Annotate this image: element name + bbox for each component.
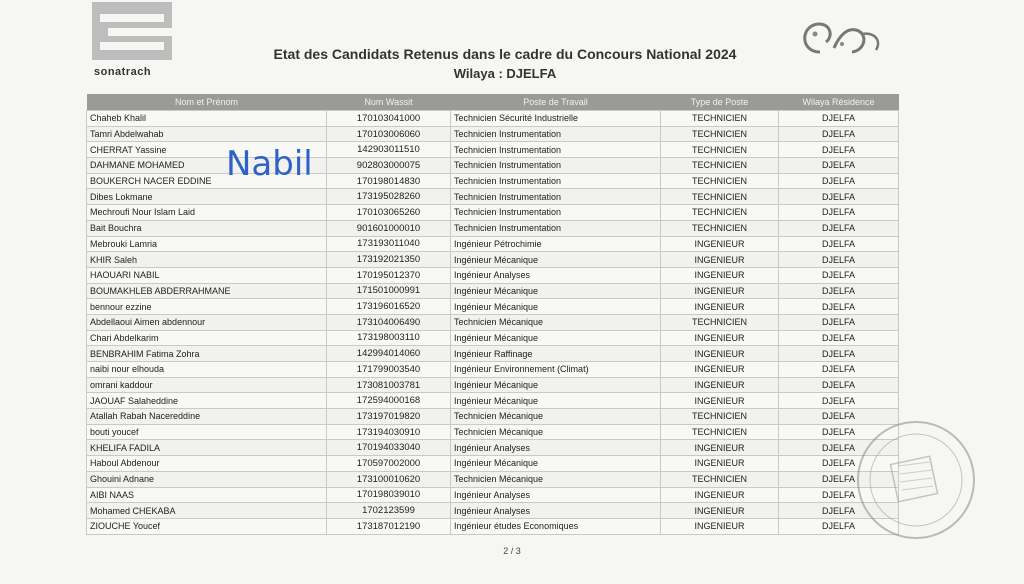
cell-wilaya: DJELFA (779, 362, 899, 378)
cell-type: INGENIEUR (661, 283, 779, 299)
sonatrach-logo-text: sonatrach (94, 66, 152, 78)
cell-name: Mechroufi Nour Islam Laid (87, 205, 327, 221)
cell-wassit: 171501000991 (327, 283, 451, 299)
cell-post: Ingénieur Environnement (Climat) (451, 362, 661, 378)
cell-wassit: 173198003110 (327, 330, 451, 346)
table-row (87, 283, 899, 299)
table-row (87, 314, 899, 330)
cell-name: Atallah Rabah Nacereddine (87, 409, 327, 425)
cell-wilaya: DJELFA (779, 299, 899, 315)
column-header-wassit: Num Wassit (327, 94, 451, 111)
cell-wilaya: DJELFA (779, 393, 899, 409)
cell-wilaya: DJELFA (779, 440, 899, 456)
cell-name: Abdellaoui Aimen abdennour (87, 314, 327, 330)
table-row (87, 424, 899, 440)
cell-type: TECHNICIEN (661, 220, 779, 236)
cell-name: bouti youcef (87, 424, 327, 440)
cell-wilaya: DJELFA (779, 471, 899, 487)
cell-post: Ingénieur Analyses (451, 487, 661, 503)
page-number: 2 / 3 (503, 546, 521, 556)
cell-post: Technicien Instrumentation (451, 189, 661, 205)
cell-wassit: 170198039010 (327, 487, 451, 503)
cell-wassit: 173194030910 (327, 424, 451, 440)
cell-wassit: 170103041000 (327, 111, 451, 127)
cell-post: Ingénieur Mécanique (451, 299, 661, 315)
cell-wilaya: DJELFA (779, 142, 899, 158)
cell-type: INGENIEUR (661, 440, 779, 456)
table-row (87, 518, 899, 534)
table-row (87, 189, 899, 205)
cell-name: HAOUARI NABIL (87, 267, 327, 283)
cell-post: Technicien Mécanique (451, 409, 661, 425)
cell-name: Chaheb Khalil (87, 111, 327, 127)
cell-name: BENBRAHIM Fatima Zohra (87, 346, 327, 362)
cell-wassit: 170597002000 (327, 456, 451, 472)
cell-post: Ingénieur Mécanique (451, 377, 661, 393)
table-row (87, 111, 899, 127)
cell-post: Technicien Instrumentation (451, 126, 661, 142)
cell-name: Tamri Abdelwahab (87, 126, 327, 142)
table-row (87, 126, 899, 142)
cell-type: TECHNICIEN (661, 142, 779, 158)
cell-wilaya: DJELFA (779, 409, 899, 425)
cell-name: Chari Abdelkarim (87, 330, 327, 346)
cell-wilaya: DJELFA (779, 503, 899, 519)
table-row (87, 377, 899, 393)
cell-name: Haboul Abdenour (87, 456, 327, 472)
cell-wassit: 173196016520 (327, 299, 451, 315)
sonatrach-logo-mark (92, 2, 172, 60)
cell-wassit: 1702123599 (327, 503, 451, 519)
table-row (87, 503, 899, 519)
table-body (87, 111, 899, 535)
cell-name: ZIOUCHE Youcef (87, 518, 327, 534)
cell-wassit: 172594000168 (327, 393, 451, 409)
cell-wassit: 142994014060 (327, 346, 451, 362)
cell-type: INGENIEUR (661, 456, 779, 472)
cell-wassit: 173100010620 (327, 471, 451, 487)
table-row (87, 299, 899, 315)
cell-type: INGENIEUR (661, 487, 779, 503)
cell-wilaya: DJELFA (779, 111, 899, 127)
cell-name: AIBI NAAS (87, 487, 327, 503)
cell-type: INGENIEUR (661, 252, 779, 268)
cell-type: TECHNICIEN (661, 173, 779, 189)
table-row (87, 346, 899, 362)
cell-type: INGENIEUR (661, 362, 779, 378)
cell-wassit: 170103065260 (327, 205, 451, 221)
cell-wilaya: DJELFA (779, 456, 899, 472)
cell-post: Ingénieur Analyses (451, 267, 661, 283)
cell-name: Bait Bouchra (87, 220, 327, 236)
cell-post: Technicien Mécanique (451, 424, 661, 440)
table-row (87, 236, 899, 252)
cell-wassit: 173104006490 (327, 314, 451, 330)
cell-post: Ingénieur Mécanique (451, 252, 661, 268)
table-row (87, 330, 899, 346)
cell-type: TECHNICIEN (661, 424, 779, 440)
cell-wassit: 171799003540 (327, 362, 451, 378)
cell-post: Ingénieur Mécanique (451, 456, 661, 472)
cell-wassit: 170198014830 (327, 173, 451, 189)
cell-wassit: 173193011040 (327, 236, 451, 252)
cell-wassit: 902803000075 (327, 158, 451, 174)
table-row (87, 205, 899, 221)
cell-type: INGENIEUR (661, 377, 779, 393)
column-header-name: Nom et Prénom (87, 94, 327, 111)
cell-type: INGENIEUR (661, 346, 779, 362)
cell-type: INGENIEUR (661, 236, 779, 252)
table-header-row (87, 94, 899, 111)
table-row (87, 142, 899, 158)
candidates-table-container (86, 94, 898, 535)
table-row (87, 252, 899, 268)
cell-wassit: 901601000010 (327, 220, 451, 236)
watermark-text: Nabil (226, 144, 313, 184)
cell-wilaya: DJELFA (779, 126, 899, 142)
cell-wilaya: DJELFA (779, 518, 899, 534)
cell-post: Technicien Sécurité Industrielle (451, 111, 661, 127)
column-header-wilaya: Wilaya Résidence (779, 94, 899, 111)
anem-logo-mark (790, 14, 890, 64)
cell-post: Ingénieur études Economiques (451, 518, 661, 534)
cell-type: INGENIEUR (661, 393, 779, 409)
cell-post: Ingénieur Mécanique (451, 393, 661, 409)
cell-name: BOUMAKHLEB ABDERRAHMANE (87, 283, 327, 299)
cell-type: INGENIEUR (661, 330, 779, 346)
cell-type: TECHNICIEN (661, 126, 779, 142)
cell-name: naibi nour elhouda (87, 362, 327, 378)
cell-type: TECHNICIEN (661, 111, 779, 127)
cell-type: INGENIEUR (661, 299, 779, 315)
cell-post: Ingénieur Mécanique (451, 330, 661, 346)
cell-name: DAHMANE MOHAMED (87, 158, 327, 174)
table-row (87, 362, 899, 378)
cell-name: Ghouini Adnane (87, 471, 327, 487)
cell-post: Technicien Mécanique (451, 314, 661, 330)
cell-wilaya: DJELFA (779, 283, 899, 299)
cell-wassit: 173197019820 (327, 409, 451, 425)
cell-name: CHERRAT Yassine (87, 142, 327, 158)
cell-wilaya: DJELFA (779, 267, 899, 283)
cell-post: Ingénieur Raffinage (451, 346, 661, 362)
table-row (87, 471, 899, 487)
table-row (87, 487, 899, 503)
cell-type: TECHNICIEN (661, 314, 779, 330)
cell-wilaya: DJELFA (779, 424, 899, 440)
cell-name: Mohamed CHEKABA (87, 503, 327, 519)
cell-name: Dibes Lokmane (87, 189, 327, 205)
cell-wilaya: DJELFA (779, 158, 899, 174)
cell-type: TECHNICIEN (661, 409, 779, 425)
anem-logo (790, 14, 900, 94)
cell-wilaya: DJELFA (779, 173, 899, 189)
cell-name: Mebrouki Lamria (87, 236, 327, 252)
cell-wassit: 170195012370 (327, 267, 451, 283)
cell-post: Ingénieur Analyses (451, 440, 661, 456)
cell-wassit: 173081003781 (327, 377, 451, 393)
cell-post: Technicien Instrumentation (451, 158, 661, 174)
cell-name: bennour ezzine (87, 299, 327, 315)
cell-wassit: 170103006060 (327, 126, 451, 142)
column-header-post: Poste de Travail (451, 94, 661, 111)
cell-type: TECHNICIEN (661, 189, 779, 205)
document-title: Etat des Candidats Retenus dans le cadre du Concours National 2024 (273, 46, 737, 62)
cell-type: TECHNICIEN (661, 205, 779, 221)
cell-name: JAOUAF Salaheddine (87, 393, 327, 409)
cell-wilaya: DJELFA (779, 487, 899, 503)
cell-type: INGENIEUR (661, 518, 779, 534)
cell-wilaya: DJELFA (779, 252, 899, 268)
cell-post: Technicien Instrumentation (451, 205, 661, 221)
cell-post: Ingénieur Mécanique (451, 283, 661, 299)
cell-name: BOUKERCH NACER EDDINE (87, 173, 327, 189)
official-stamp (838, 414, 978, 544)
cell-wassit: 170194033040 (327, 440, 451, 456)
document-subtitle: Wilaya : DJELFA (453, 66, 557, 81)
cell-post: Technicien Instrumentation (451, 220, 661, 236)
table-row (87, 158, 899, 174)
candidates-table (86, 94, 899, 535)
cell-wilaya: DJELFA (779, 189, 899, 205)
cell-wassit: 173195028260 (327, 189, 451, 205)
cell-wassit: 173192021350 (327, 252, 451, 268)
cell-type: INGENIEUR (661, 267, 779, 283)
cell-wilaya: DJELFA (779, 330, 899, 346)
cell-wilaya: DJELFA (779, 220, 899, 236)
cell-type: INGENIEUR (661, 503, 779, 519)
cell-wilaya: DJELFA (779, 236, 899, 252)
table-row (87, 409, 899, 425)
cell-wilaya: DJELFA (779, 377, 899, 393)
table-row (87, 456, 899, 472)
cell-wassit: 173187012190 (327, 518, 451, 534)
table-row (87, 220, 899, 236)
cell-post: Ingénieur Pétrochimie (451, 236, 661, 252)
cell-post: Technicien Instrumentation (451, 173, 661, 189)
cell-type: TECHNICIEN (661, 158, 779, 174)
cell-post: Technicien Mécanique (451, 471, 661, 487)
cell-post: Technicien Instrumentation (451, 142, 661, 158)
table-row (87, 393, 899, 409)
cell-wilaya: DJELFA (779, 346, 899, 362)
table-row (87, 267, 899, 283)
cell-type: TECHNICIEN (661, 471, 779, 487)
table-row (87, 440, 899, 456)
cell-wassit: 142903011510 (327, 142, 451, 158)
cell-name: omrani kaddour (87, 377, 327, 393)
cell-name: KHIR Saleh (87, 252, 327, 268)
cell-post: Ingénieur Analyses (451, 503, 661, 519)
cell-name: KHELIFA FADILA (87, 440, 327, 456)
cell-wilaya: DJELFA (779, 314, 899, 330)
column-header-type: Type de Poste (661, 94, 779, 111)
table-row (87, 173, 899, 189)
sonatrach-logo (92, 2, 174, 82)
cell-wilaya: DJELFA (779, 205, 899, 221)
